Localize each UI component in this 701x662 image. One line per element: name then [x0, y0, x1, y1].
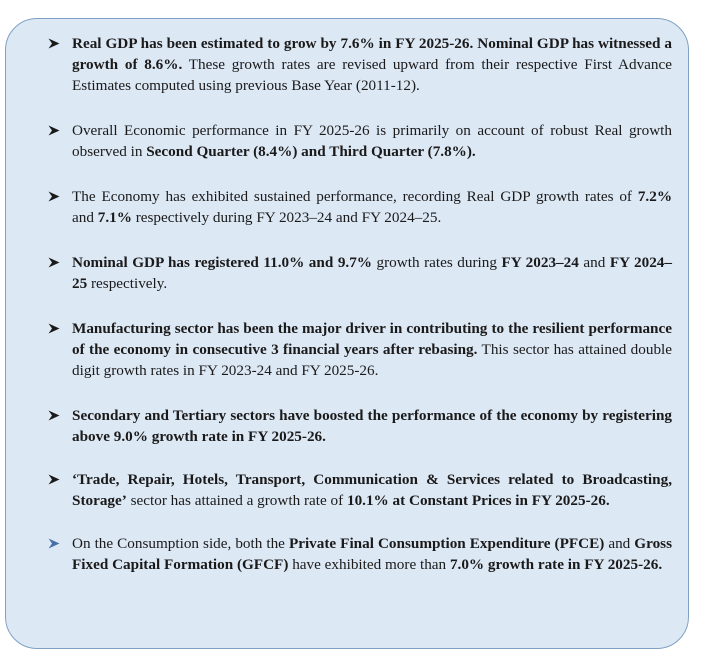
- text-segment: have exhibited more than: [288, 556, 450, 573]
- highlight-item: [6, 533, 688, 575]
- highlights-list: [6, 33, 688, 597]
- highlight-text: [72, 188, 672, 226]
- arrowhead-bullet-icon: [48, 533, 62, 554]
- bold-text-segment: 7.0% growth rate in FY 2025-26.: [449, 556, 663, 573]
- highlight-text: [72, 535, 672, 573]
- highlight-item: [6, 186, 688, 228]
- text-segment: The Economy has exhibited sustained performance, recording Real GDP growth rates of: [72, 188, 638, 205]
- highlight-text: [72, 471, 672, 509]
- highlight-item: [6, 120, 688, 162]
- arrowhead-bullet-icon: [48, 186, 62, 207]
- highlight-text: [72, 407, 672, 445]
- text-segment: growth rates during: [372, 254, 502, 271]
- bold-text-segment: 10.1% at Constant Prices in FY 2025-26.: [346, 492, 610, 509]
- arrowhead-bullet-icon: [48, 318, 62, 339]
- bold-text-segment: Nominal GDP has registered 11.0% and 9.7%: [72, 254, 372, 271]
- highlight-text: [72, 122, 672, 160]
- arrowhead-bullet-icon: [48, 405, 62, 426]
- text-segment: These growth rates are revised upward from their respective First Advance Estimates computed using previous Base Year (2011-12).: [72, 56, 673, 94]
- text-segment: and: [578, 254, 610, 271]
- highlight-item: [6, 33, 688, 96]
- bold-text-segment: Private Final Consumption Expenditure (PFCE): [288, 535, 605, 552]
- highlight-item: [6, 469, 688, 511]
- bold-text-segment: Real GDP has been estimated to grow by 7.6% in FY 2025-26. Nominal GDP has witnessed a growth of 8.6%.: [72, 35, 672, 73]
- highlight-text: [72, 35, 672, 94]
- highlight-text: [72, 254, 672, 292]
- text-segment: and: [604, 535, 635, 552]
- bold-text-segment: 7.2%: [637, 188, 672, 205]
- text-segment: respectively during FY 2023–24 and FY 2024–25.: [131, 209, 442, 226]
- text-segment: sector has attained a growth rate of: [126, 492, 347, 509]
- bold-text-segment: FY 2023–24: [501, 254, 579, 271]
- text-segment: and: [72, 209, 98, 226]
- bold-text-segment: Manufacturing sector has been the major driver in contributing to the resilient performance of the economy in consecutive 3 financial years after rebasing.: [72, 320, 672, 358]
- text-segment: On the Consumption side, both the: [72, 535, 289, 552]
- text-segment: This sector has attained double digit growth rates in FY 2023-24 and FY 2025-26.: [72, 341, 673, 379]
- highlight-item: [6, 405, 688, 447]
- text-segment: Overall Economic performance in FY 2025-26 is primarily on account of robust Real growth observed in: [72, 122, 672, 160]
- highlight-item: [6, 318, 688, 381]
- arrowhead-bullet-icon: [48, 120, 62, 141]
- highlight-text: [72, 320, 672, 379]
- bold-text-segment: 7.1%: [97, 209, 132, 226]
- arrowhead-bullet-icon: [48, 252, 62, 273]
- bold-text-segment: ‘Trade, Repair, Hotels, Transport, Communication & Services related to Broadcasting, Storage’: [72, 471, 672, 509]
- text-segment: respectively.: [87, 275, 168, 292]
- arrowhead-bullet-icon: [48, 469, 62, 490]
- bold-text-segment: Gross Fixed Capital Formation (GFCF): [72, 535, 672, 573]
- bold-text-segment: Second Quarter (8.4%) and Third Quarter (7.8%).: [146, 143, 476, 160]
- highlights-box: [5, 18, 689, 649]
- highlight-item: [6, 252, 688, 294]
- arrowhead-bullet-icon: [48, 33, 62, 54]
- bold-text-segment: Secondary and Tertiary sectors have boosted the performance of the economy by registering above 9.0% growth rate in FY 2025-26.: [72, 407, 672, 445]
- bold-text-segment: FY 2024–25: [72, 254, 672, 292]
